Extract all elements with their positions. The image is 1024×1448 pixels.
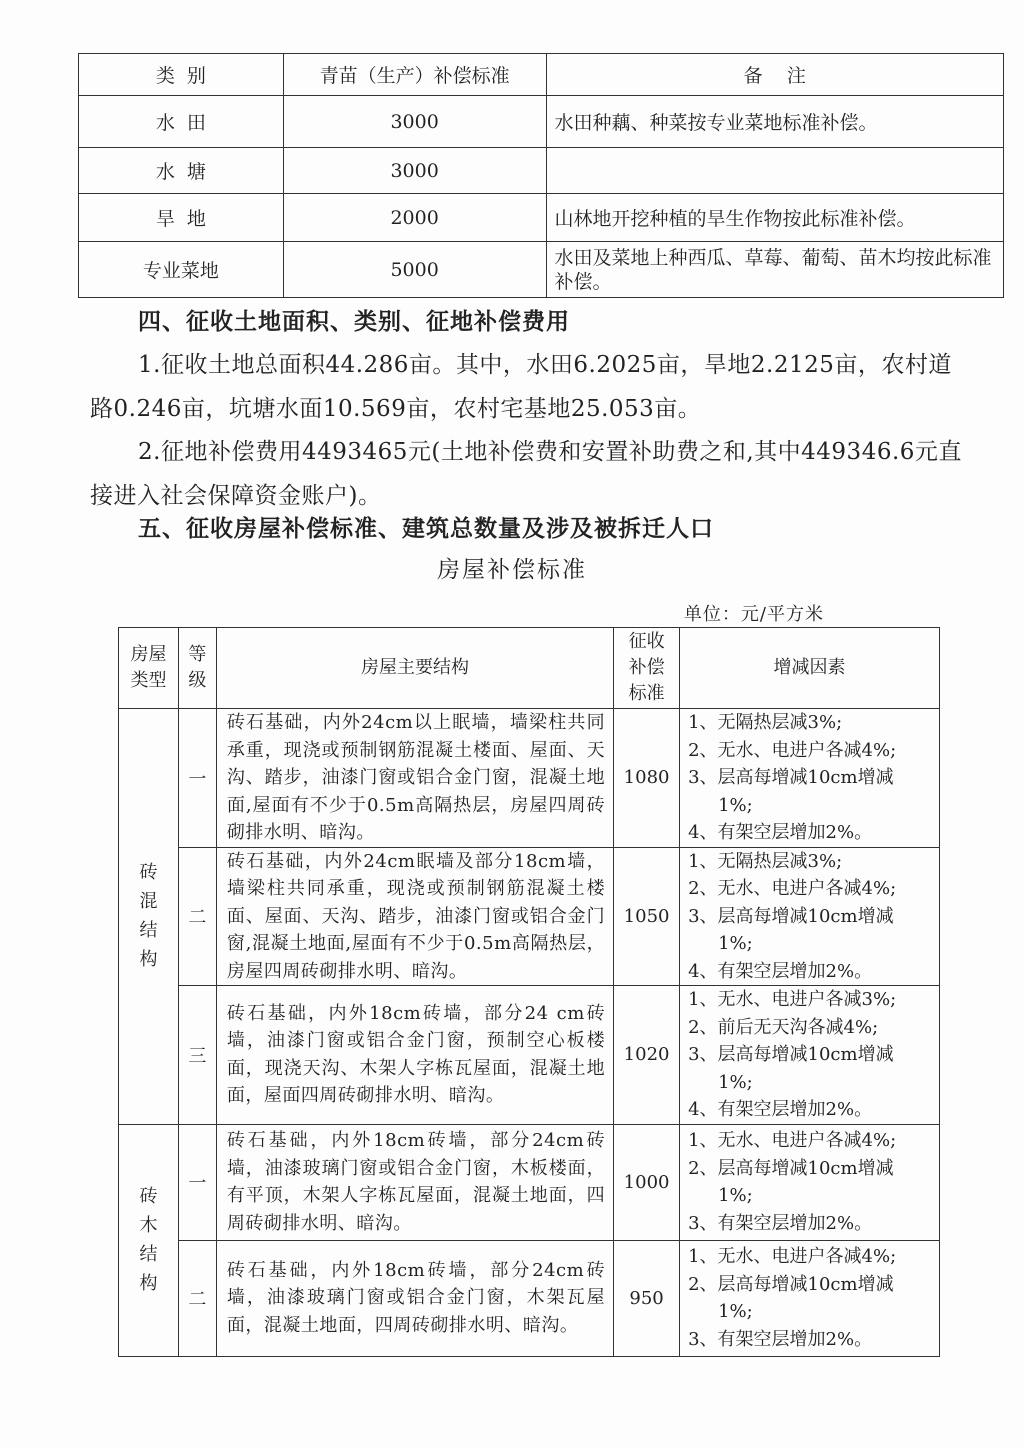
house-type-brick-concrete — [119, 709, 179, 1125]
factor-item: 2、前后无天沟各减4%; — [688, 1016, 879, 1038]
crop-compensation-table — [78, 53, 1004, 298]
factor-item: 1%; — [718, 1185, 753, 1206]
type-char: 砖 — [139, 1186, 158, 1207]
factor-item: 1、无隔热层减3%; — [688, 712, 843, 733]
table-header-row — [79, 54, 1004, 96]
factor-item: 1%; — [718, 1301, 753, 1322]
section-4-paragraph-2: 2.征地补偿费用4493465元(土地补偿费和安置补助费之和,其中449346.6元直接进入社会保障资金账户)。 — [90, 439, 962, 509]
factor-item: 3、层高每增减10cm增减 — [688, 767, 894, 788]
header-structure: 房屋主要结构 — [216, 628, 613, 709]
factor-item: 4、有架空层增加2%。 — [688, 822, 873, 843]
header-grade — [178, 628, 216, 709]
row-type: 水 塘 — [79, 148, 284, 194]
header-line: 补偿 — [628, 657, 665, 678]
header-line: 征收 — [628, 631, 665, 652]
row-standard: 5000 — [283, 242, 546, 298]
header-standard: 青苗（生产）补偿标准 — [283, 54, 546, 96]
type-char: 结 — [139, 920, 158, 942]
type-char: 木 — [139, 1215, 158, 1236]
header-line: 房屋 — [130, 644, 167, 665]
factor-item: 1%; — [718, 1071, 753, 1093]
header-line: 类型 — [130, 670, 167, 691]
row-note — [546, 148, 1003, 194]
factor-item: 2、层高每增减10cm增减 — [688, 1157, 894, 1179]
grade-cell: 二 — [178, 1240, 216, 1356]
row-standard: 2000 — [283, 194, 546, 242]
factor-item: 1、无水、电进户各减4%; — [688, 1246, 897, 1267]
row-type: 旱 地 — [79, 194, 284, 242]
unit-label: 单位：元/平方米 — [683, 604, 824, 625]
table-row — [79, 96, 1004, 148]
grade-cell: 一 — [178, 709, 216, 848]
table-title: 房屋补偿标准 — [437, 557, 587, 583]
factors-cell — [680, 1240, 940, 1356]
header-house-type — [119, 628, 179, 709]
header-factors: 增减因素 — [680, 628, 940, 709]
grade-cell: 二 — [178, 847, 216, 986]
house-compensation-table — [118, 627, 940, 1357]
house-type-brick-wood — [119, 1124, 179, 1356]
table-row — [79, 242, 1004, 298]
factors-cell — [680, 1124, 940, 1240]
factor-item: 4、有架空层增加2%。 — [688, 960, 873, 982]
table-row — [119, 1124, 940, 1240]
header-line: 标准 — [628, 683, 665, 704]
grade-cell: 一 — [178, 1124, 216, 1240]
factor-item: 3、有架空层增加2%。 — [688, 1328, 873, 1350]
factor-item: 3、层高每增减10cm增减 — [688, 905, 894, 927]
header-price — [614, 628, 680, 709]
type-char: 混 — [139, 891, 158, 913]
row-type: 专业菜地 — [79, 242, 284, 298]
row-standard: 3000 — [283, 148, 546, 194]
factors-cell — [680, 709, 940, 848]
price-cell: 1050 — [614, 847, 680, 986]
row-note: 山林地开挖种植的旱生作物按此标准补偿。 — [546, 194, 1003, 242]
row-type: 水 田 — [79, 96, 284, 148]
grade-cell: 三 — [178, 986, 216, 1125]
structure-cell: 砖石基础，内外24cm眠墙及部分18cm墙，墙梁柱共同承重，现浇或预制钢筋混凝土楼面、屋面、天沟、踏步，油漆门窗或铝合金门窗,混凝土地面,屋面有不少于0.5m高隔热层，房屋四周砖砌排水明、暗沟。 — [216, 847, 613, 986]
factor-item: 4、有架空层增加2%。 — [688, 1099, 873, 1120]
table-row — [79, 148, 1004, 194]
type-char: 构 — [139, 1273, 158, 1294]
header-note: 备 注 — [546, 54, 1003, 96]
price-cell: 1080 — [614, 709, 680, 848]
row-note: 水田种藕、种菜按专业菜地标准补偿。 — [546, 96, 1003, 148]
header-line: 等 — [188, 644, 207, 665]
structure-cell: 砖石基础，内外18cm砖墙，部分24cm砖墙，油漆玻璃门窗或铝合金门窗，木架瓦屋面，混凝土地面，四周砖砌排水明、暗沟。 — [216, 1240, 613, 1356]
table-row — [79, 194, 1004, 242]
factor-item: 1、无隔热层减3%; — [688, 850, 843, 872]
table-row — [119, 847, 940, 986]
factor-item: 1%; — [718, 933, 753, 954]
factor-item: 1、无水、电进户各减4%; — [688, 1130, 897, 1151]
header-line: 级 — [188, 670, 207, 691]
row-note: 水田及菜地上种西瓜、草莓、葡萄、苗木均按此标准补偿。 — [546, 242, 1003, 298]
factor-item: 2、层高每增减10cm增减 — [688, 1273, 894, 1295]
factor-item: 3、层高每增减10cm增减 — [688, 1044, 894, 1065]
price-cell: 1020 — [614, 986, 680, 1125]
factors-cell — [680, 847, 940, 986]
factor-item: 2、无水、电进户各减4%; — [688, 878, 897, 899]
header-type: 类 别 — [79, 54, 284, 96]
factor-item: 3、有架空层增加2%。 — [688, 1212, 873, 1234]
table-row — [119, 709, 940, 848]
structure-cell: 砖石基础，内外18cm砖墙，部分24cm砖墙，油漆玻璃门窗或铝合金门窗，木板楼面，有平顶，木架人字栋瓦屋面，混凝土地面，四周砖砌排水明、暗沟。 — [216, 1124, 613, 1240]
price-cell: 950 — [614, 1240, 680, 1356]
section-4-heading: 四、征收土地面积、类别、征地补偿费用 — [138, 308, 570, 335]
type-char: 构 — [139, 949, 158, 971]
row-standard: 3000 — [283, 96, 546, 148]
factors-cell — [680, 986, 940, 1125]
table-row — [119, 986, 940, 1125]
type-char: 砖 — [139, 862, 158, 884]
price-cell: 1000 — [614, 1124, 680, 1240]
section-5-heading: 五、征收房屋补偿标准、建筑总数量及涉及被拆迁人口 — [138, 515, 714, 542]
structure-cell: 砖石基础，内外24cm以上眠墙，墙梁柱共同承重，现浇或预制钢筋混凝土楼面、屋面、天沟、踏步，油漆门窗或铝合金门窗，混凝土地面,屋面有不少于0.5m高隔热层，房屋四周砖砌排水明、暗沟。 — [216, 709, 613, 848]
factor-item: 2、无水、电进户各减4%; — [688, 739, 897, 761]
table-header-row — [119, 628, 940, 709]
structure-cell: 砖石基础，内外18cm砖墙，部分24 cm砖墙，油漆门窗或铝合金门窗，预制空心板楼面，现浇天沟、木架人字栋瓦屋面，混凝土地面，屋面四周砖砌排水明、暗沟。 — [216, 986, 613, 1125]
section-4-paragraph-1: 1.征收土地总面积44.286亩。其中，水田6.2025亩，旱地2.2125亩，农村道路0.246亩，坑塘水面10.569亩，农村宅基地25.053亩。 — [90, 352, 952, 422]
factor-item: 1、无水、电进户各减3%; — [688, 989, 897, 1010]
table-row — [119, 1240, 940, 1356]
type-char: 结 — [139, 1244, 158, 1265]
factor-item: 1%; — [718, 794, 753, 816]
